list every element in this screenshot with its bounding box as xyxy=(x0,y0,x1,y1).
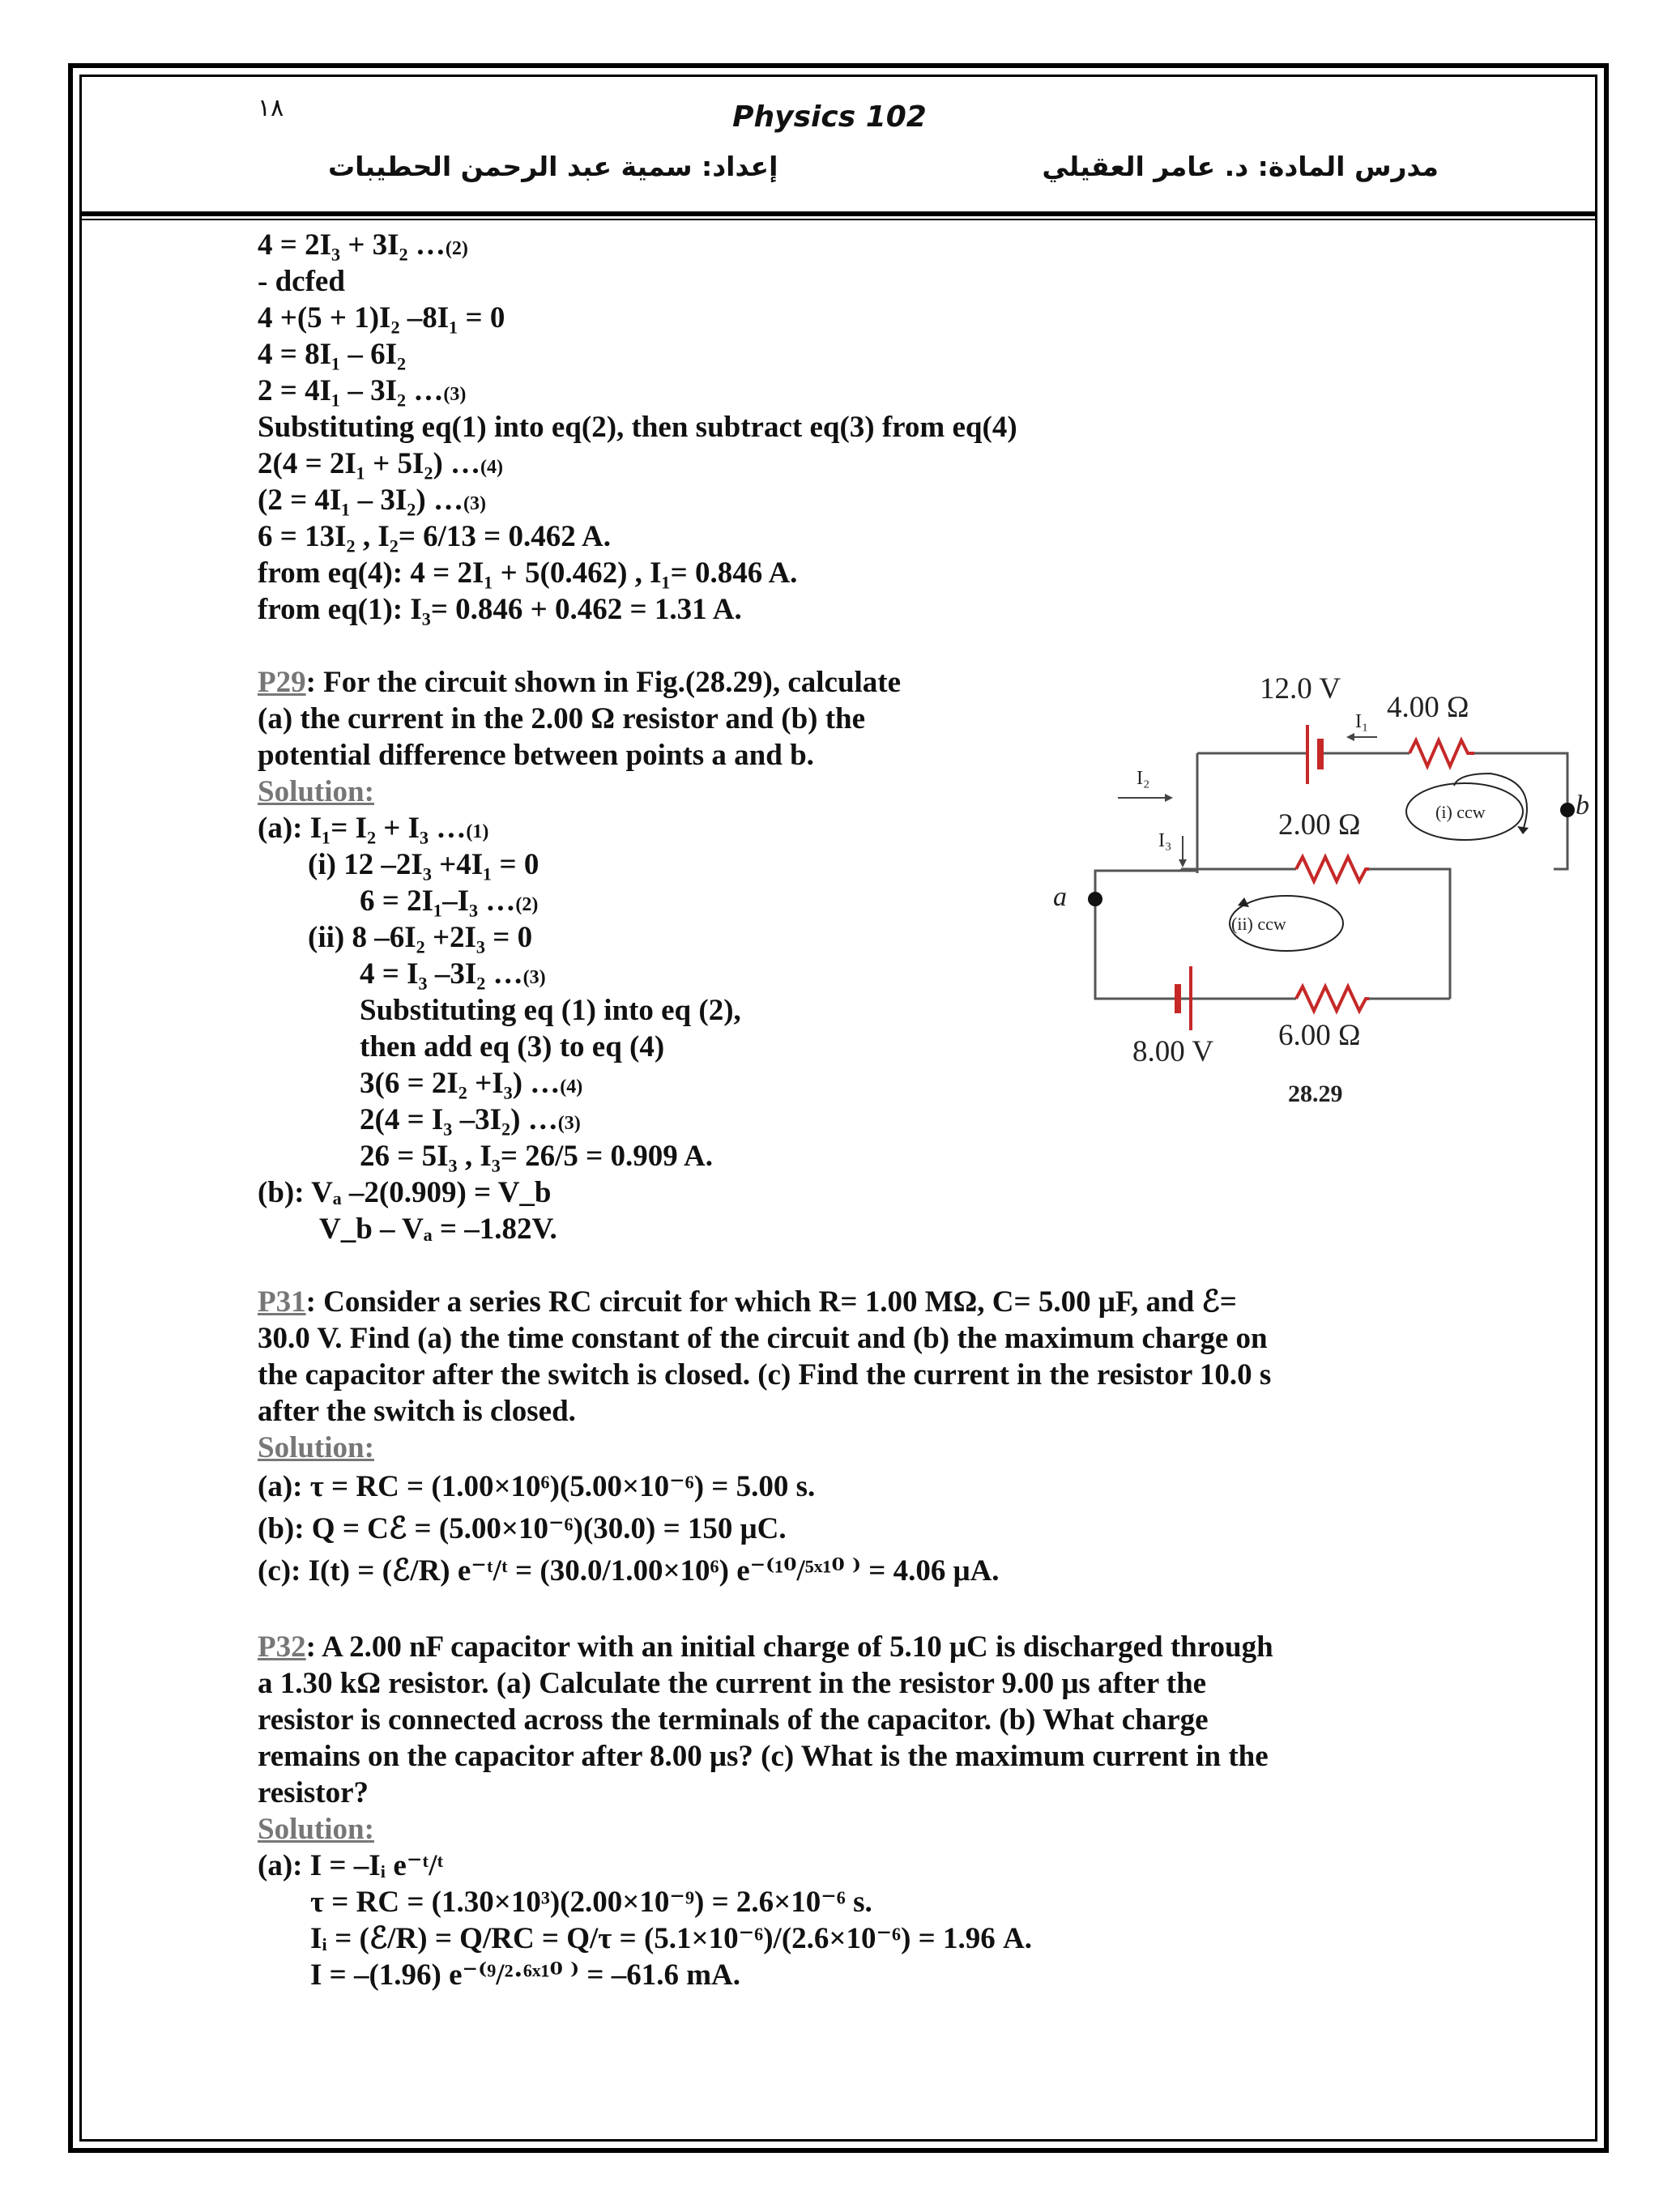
equation-text: 4 = 2I₃ + 3I₂ … xyxy=(258,228,446,262)
equation-tag: (3) xyxy=(522,967,546,988)
problem-label: P31 xyxy=(258,1285,306,1319)
equation-line: - dcfed xyxy=(258,265,345,298)
equation-tag: (3) xyxy=(557,1113,581,1134)
problem-statement: remains on the capacitor after 8.00 μs? (c) What is the maximum current in the xyxy=(258,1740,1269,1773)
problem-statement: 30.0 V. Find (a) the time constant of the circuit and (b) the maximum charge on xyxy=(258,1322,1268,1355)
equation-tag: (3) xyxy=(463,493,486,514)
problem-label: P29 xyxy=(258,666,306,699)
equation-tag: (3) xyxy=(443,384,467,405)
wire xyxy=(1474,753,1567,869)
problem-statement: potential difference between points a and b. xyxy=(258,739,814,772)
problem-statement: a 1.30 kΩ resistor. (a) Calculate the current in the resistor 9.00 μs after the xyxy=(258,1667,1207,1700)
equation-line xyxy=(258,227,1424,263)
label-i2: I₂ xyxy=(1137,768,1150,789)
equation-tag: (2) xyxy=(445,238,468,259)
problem-text: : Consider a series RC circuit for which R= 1.00 MΩ, C= 5.00 μF, and ℰ= xyxy=(305,1285,1237,1319)
node-b xyxy=(1560,803,1575,817)
equation-line xyxy=(258,373,1424,409)
equation-tag: (1) xyxy=(466,821,489,842)
solution-heading: Solution: xyxy=(258,1431,374,1464)
equation-text: (2 = 4I₁ – 3I₂) … xyxy=(258,484,463,517)
label-i3: I₃ xyxy=(1158,830,1172,851)
problem-statement: the capacitor after the switch is closed. (c) Find the current in the resistor 10.0 s xyxy=(258,1358,1272,1392)
resistor-6ohm xyxy=(1296,987,1369,1011)
equation-line: Substituting eq(1) into eq(2), then subtract eq(3) from eq(4) xyxy=(258,411,1017,444)
equation-line: I = –(1.96) e⁻⁽⁹/²·⁶ˣ¹⁰ ⁾ = –61.6 mA. xyxy=(310,1958,741,1992)
equation-line: 6 = 13I₂ , I₂= 6/13 = 0.462 A. xyxy=(258,520,611,553)
problem-statement xyxy=(258,1629,1424,1665)
arrowhead xyxy=(1165,794,1173,802)
label-2ohm: 2.00 Ω xyxy=(1278,808,1361,842)
problem-text: : A 2.00 nF capacitor with an initial charge of 5.10 μC is discharged through xyxy=(305,1630,1273,1664)
label-i1: I₁ xyxy=(1355,711,1369,732)
solution-heading: Solution: xyxy=(258,1813,374,1846)
page-number: ١٨ xyxy=(258,95,284,121)
circuit-diagram xyxy=(1053,656,1604,1126)
equation-text: 2(4 = 2I₁ + 5I₂) … xyxy=(258,447,481,480)
label-point-b: b xyxy=(1576,791,1589,820)
arrowhead xyxy=(1238,897,1249,907)
label-12v: 12.0 V xyxy=(1260,672,1341,705)
label-4ohm: 4.00 Ω xyxy=(1387,691,1469,724)
label-loop-i: (i) ccw xyxy=(1435,802,1486,822)
header-rule-thin xyxy=(79,219,1597,220)
node-a xyxy=(1088,892,1102,906)
equation-text: 2 = 4I₁ – 3I₂ … xyxy=(258,374,444,407)
equation-line: from eq(4): 4 = 2I₁ + 5(0.462) , I₁= 0.846 A. xyxy=(258,556,798,590)
problem-statement: resistor? xyxy=(258,1776,369,1809)
arrowhead xyxy=(1517,826,1529,834)
equation-line xyxy=(258,482,1424,518)
equation-line: (b): Q = Cℰ = (5.00×10⁻⁶)(30.0) = 150 μC. xyxy=(258,1512,787,1545)
equation-line: (c): I(t) = (ℰ/R) e⁻ᵗ/ᵗ = (30.0/1.00×10⁶) e⁻⁽¹⁰/⁵ˣ¹⁰ ⁾ = 4.06 μA. xyxy=(258,1554,1000,1588)
equation-line: 4 = 8I₁ – 6I₂ xyxy=(258,338,407,371)
problem-label: P32 xyxy=(258,1630,306,1664)
equation-line: then add eq (3) to eq (4) xyxy=(360,1030,665,1063)
equation-tag: (4) xyxy=(560,1076,583,1097)
equation-line: (ii) 8 –6I₂ +2I₃ = 0 xyxy=(308,921,533,954)
equation-text: 3(6 = 2I₂ +I₃) … xyxy=(360,1067,561,1100)
equation-line: V_b – Vₐ = –1.82V. xyxy=(319,1213,557,1246)
figure-caption: 28.29 xyxy=(1288,1080,1343,1107)
equation-line: from eq(1): I₃= 0.846 + 0.462 = 1.31 A. xyxy=(258,593,742,626)
arrowhead xyxy=(1346,733,1354,741)
equation-text: 4 = I₃ –3I₂ … xyxy=(360,957,523,991)
label-point-a: a xyxy=(1053,882,1067,912)
equation-line: Substituting eq (1) into eq (2), xyxy=(360,994,741,1027)
equation-line: (a): τ = RC = (1.00×10⁶)(5.00×10⁻⁶) = 5.00 s. xyxy=(258,1470,816,1503)
equation-line: (b): Vₐ –2(0.909) = V_b xyxy=(258,1176,552,1209)
solution-heading: Solution: xyxy=(258,775,374,808)
instructor: مدرس المادة: د. عامر العقيلي xyxy=(1042,151,1439,182)
equation-text: 2(4 = I₃ –3I₂) … xyxy=(360,1103,558,1136)
resistor-4ohm xyxy=(1410,740,1474,766)
label-8v: 8.00 V xyxy=(1132,1035,1214,1068)
equation-text: 6 = 2I₁–I₃ … xyxy=(360,884,516,918)
equation-tag: (2) xyxy=(515,894,539,915)
header-rule-thick xyxy=(79,211,1597,216)
problem-statement: after the switch is closed. xyxy=(258,1395,576,1428)
equation-line: τ = RC = (1.30×10³)(2.00×10⁻⁹) = 2.6×10⁻⁶ s. xyxy=(310,1886,872,1919)
course-title: Physics 102 xyxy=(732,100,927,134)
problem-statement xyxy=(258,1284,1424,1320)
equation-line: 4 +(5 + 1)I₂ –8I₁ = 0 xyxy=(258,301,505,335)
equation-line xyxy=(258,445,1424,482)
problem-statement: (a) the current in the 2.00 Ω resistor and (b) the xyxy=(258,702,866,735)
resistor-2ohm xyxy=(1296,857,1369,881)
equation-line: (i) 12 –2I₃ +4I₁ = 0 xyxy=(308,848,539,881)
equation-line: 26 = 5I₃ , I₃= 26/5 = 0.909 A. xyxy=(360,1140,713,1173)
arrowhead xyxy=(1179,859,1187,867)
label-6ohm: 6.00 Ω xyxy=(1278,1019,1361,1052)
problem-text: : For the circuit shown in Fig.(28.29), calculate xyxy=(305,666,902,699)
equation-text: (a): I₁= I₂ + I₃ … xyxy=(258,812,467,845)
equation-tag: (4) xyxy=(480,457,504,478)
problem-statement: resistor is connected across the terminals of the capacitor. (b) What charge xyxy=(258,1703,1209,1737)
label-loop-ii: (ii) ccw xyxy=(1231,914,1286,934)
middle-wire-right xyxy=(1369,869,1450,999)
equation-line: Iᵢ = (ℰ/R) = Q/RC = Q/τ = (5.1×10⁻⁶)/(2.6×10⁻⁶) = 1.96 A. xyxy=(310,1922,1032,1955)
wire xyxy=(1095,871,1197,999)
equation-line: (a): I = –Iᵢ e⁻ᵗ/ᵗ xyxy=(258,1849,444,1882)
prepared-by: إعداد: سمية عبد الرحمن الحطيبات xyxy=(328,151,778,182)
